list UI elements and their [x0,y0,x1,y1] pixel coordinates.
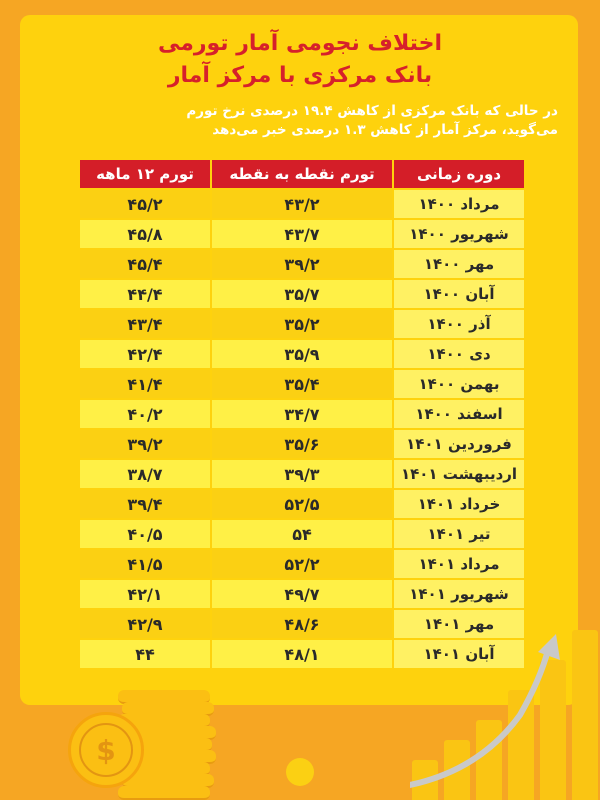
p2p-cell: ۳۹/۲ [212,250,392,278]
p2p-cell: ۳۵/۷ [212,280,392,308]
p2p-cell: ۳۵/۴ [212,370,392,398]
p2p-cell: ۳۵/۲ [212,310,392,338]
table-row [80,580,524,608]
m12-cell: ۴۰/۵ [80,520,210,548]
m12-cell: ۴۱/۴ [80,370,210,398]
period-cell: تیر ۱۴۰۱ [394,520,524,548]
p2p-cell: ۵۴ [212,520,392,548]
p2p-cell: ۴۸/۶ [212,610,392,638]
coin-face: $ [79,723,133,777]
table-row [80,250,524,278]
p2p-cell: ۳۵/۹ [212,340,392,368]
dollar-coin-icon [68,712,144,788]
period-cell: اسفند ۱۴۰۰ [394,400,524,428]
p2p-cell: ۳۵/۶ [212,430,392,458]
p2p-cell: ۴۳/۲ [212,190,392,218]
title-line-1: اختلاف نجومی آمار تورمی [157,31,443,56]
table-row [80,460,524,488]
p2p-cell: ۵۲/۵ [212,490,392,518]
subtitle-line-1: در حالی که بانک مرکزی از کاهش ۱۹.۴ درصدی نرخ تورم [186,103,558,119]
header-period: دوره زمانی [394,160,524,188]
m12-cell: ۳۹/۲ [80,430,210,458]
period-cell: آبان ۱۴۰۱ [394,640,524,668]
p2p-cell: ۳۹/۳ [212,460,392,488]
m12-cell: ۴۲/۱ [80,580,210,608]
period-cell: شهریور ۱۴۰۰ [394,220,524,248]
m12-cell: ۴۴ [80,640,210,668]
header-12-month: تورم ۱۲ ماهه [80,160,210,188]
p2p-cell: ۵۲/۲ [212,550,392,578]
m12-cell: ۴۵/۸ [80,220,210,248]
m12-cell: ۴۲/۴ [80,340,210,368]
m12-cell: ۳۸/۷ [80,460,210,488]
inflation-table [78,158,526,670]
p2p-cell: ۴۹/۷ [212,580,392,608]
growth-chart-icon [410,620,600,800]
table-header-row [80,160,524,188]
m12-cell: ۴۴/۴ [80,280,210,308]
coin-dot [286,758,314,786]
period-cell: اردیبهشت ۱۴۰۱ [394,460,524,488]
table-row [80,400,524,428]
period-cell: مهر ۱۴۰۱ [394,610,524,638]
m12-cell: ۴۲/۹ [80,610,210,638]
coin-layer [118,786,210,800]
table-row [80,430,524,458]
period-cell: آذر ۱۴۰۰ [394,310,524,338]
period-cell: مرداد ۱۴۰۰ [394,190,524,218]
table-row [80,310,524,338]
period-cell: دی ۱۴۰۰ [394,340,524,368]
subtitle-line-2: می‌گوید، مرکز آمار از کاهش ۱.۳ درصدی خبر می‌دهد [212,122,558,138]
m12-cell: ۴۱/۵ [80,550,210,578]
period-cell: مرداد ۱۴۰۱ [394,550,524,578]
table-row [80,220,524,248]
period-cell: مهر ۱۴۰۰ [394,250,524,278]
m12-cell: ۳۹/۴ [80,490,210,518]
table-row [80,190,524,218]
period-cell: خرداد ۱۴۰۱ [394,490,524,518]
m12-cell: ۴۵/۴ [80,250,210,278]
period-cell: آبان ۱۴۰۰ [394,280,524,308]
table-row [80,490,524,518]
header-point-to-point: تورم نقطه به نقطه [212,160,392,188]
table-row [80,520,524,548]
period-cell: شهریور ۱۴۰۱ [394,580,524,608]
m12-cell: ۴۵/۲ [80,190,210,218]
title-line-2: بانک مرکزی با مرکز آمار [167,63,433,88]
table-row [80,280,524,308]
m12-cell: ۴۳/۴ [80,310,210,338]
m12-cell: ۴۰/۲ [80,400,210,428]
p2p-cell: ۴۳/۷ [212,220,392,248]
period-cell: فروردین ۱۴۰۱ [394,430,524,458]
table-row [80,340,524,368]
p2p-cell: ۳۴/۷ [212,400,392,428]
period-cell: بهمن ۱۴۰۰ [394,370,524,398]
growth-arrow-icon [410,620,600,800]
table-row [80,370,524,398]
table-row [80,550,524,578]
p2p-cell: ۴۸/۱ [212,640,392,668]
